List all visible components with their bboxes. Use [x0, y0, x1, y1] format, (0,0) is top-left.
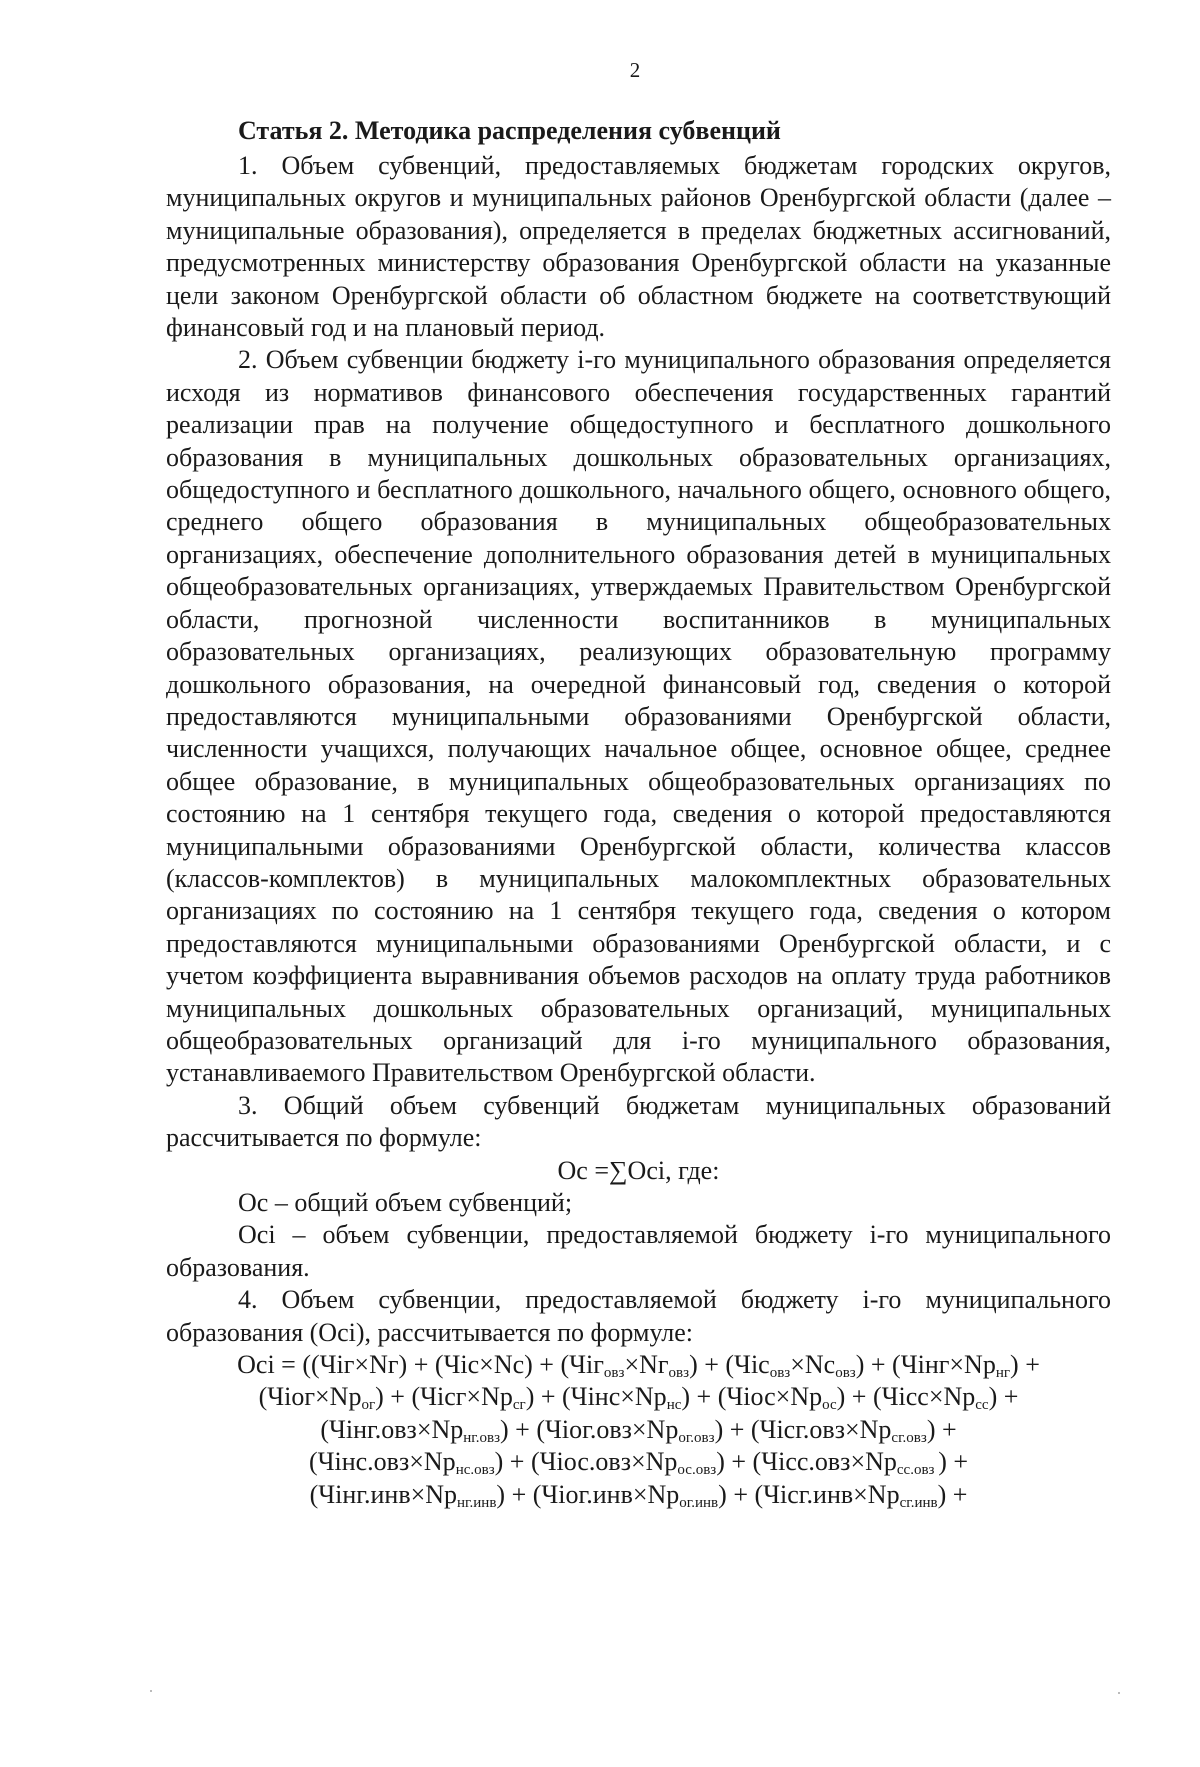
page-number: 2 [629, 58, 641, 82]
formula-line-3: $(Чiнг.овз\times Np_{нг.овз})$ + $(Чiог.овз\times Np_{ог.овз})$ + $(Чiсг.овз\times Np_{сг.овз})$ + [320, 1414, 957, 1446]
formula-line-2: $(Чiог\times Np_{ог})$ + $(Чiсг\times Np_{сг})$ + $(Чiнс\times Np_{нс})$ + $(Чiос\times Np_{ос})$ + $(Чiсс\times Np_{сс})$ + [258, 1382, 1019, 1414]
formula-line-5: $(Чiнг.инв\times Np_{нг.инв})$ + $(Чiог.инв\times Np_{ог.инв})$ + $(Чiсг.инв\times Np_{сг.инв})$ + [309, 1479, 968, 1511]
paragraph-1: 1. Объем субвенций, предоставляемых бюджетам городских округов, муниципальных округов и муниципальных районов Оренбургской области (далее – муниципальные образования), определяется в пределах бюджетных ассигнований, предусмотренных министерству образования Оренбургской области на указанные цели законом Оренбургской области об областном бюджете на соответствующий финансовый год и на плановый период. [166, 151, 1111, 343]
formula-line-4: $(Чiнс.овз\times Np_{нс.овз})$ + $(Чiос.овз\times Np_{ос.овз})$ + ($Чiсс.овз\times Np_{сс.овз}$ ) + [308, 1447, 969, 1479]
article-title: Статья 2. Методика распределения субвенций [238, 116, 781, 145]
formula-oci [166, 1349, 1111, 1511]
formula-line-1: Oci = ($(Чiг\times Nг) + (Чiс\times Nс) + (Чiг_{овз}\times Nг_{овз}) + (Чiс_{овз}\times Nс_{овз})$ + $(Чiнг\times Np_{нг})$ + [237, 1350, 1040, 1382]
document-body [166, 112, 1111, 1511]
formula-total: Oc =∑Oci, где: [557, 1155, 720, 1185]
definition-oci: Oci – объем субвенции, предоставляемой бюджету i-го муниципального образования. [166, 1220, 1111, 1282]
scan-speck [150, 1690, 152, 1692]
scan-speck [1118, 1692, 1120, 1694]
definition-oc: Oc – общий объем субвенций; [238, 1188, 573, 1217]
paragraph-4: 4. Объем субвенции, предоставляемой бюджету i-го муниципального образования (Oci), рассчитывается по формуле: [166, 1285, 1111, 1347]
paragraph-3: 3. Общий объем субвенций бюджетам муниципальных образований рассчитывается по формуле: [166, 1090, 1111, 1153]
paragraph-2: 2. Объем субвенции бюджету i-го муниципального образования определяется исходя из нормативов финансового обеспечения государственных гарантий реализации прав на получение общедоступного и бесплатного дошкольного образования в муниципальных дошкольных образовательных организациях, общедоступного и бесплатного дошкольного, начального общего, основного общего, среднего общего образования в муниципальных общеобразовательных организациях, обеспечение дополнительного образования детей в муниципальных общеобразовательных организациях, утверждаемых Правительством Оренбургской области, прогнозной численности воспитанников в муниципальных образовательных организациях, реализующих образовательную программу дошкольного образования, на очередной финансовый год, сведения о которой предоставляются муниципальными образованиями Оренбургской области, численности учащихся, получающих начальное общее, основное общее, среднее общее образование, в муниципальных общеобразовательных организациях по состоянию на 1 сентября текущего года, сведения о которой предоставляются муниципальными образованиями Оренбургской области, количества классов (классов-комплектов) в муниципальных малокомплектных образовательных организациях по состоянию на 1 сентября текущего года, сведения о котором предоставляются муниципальными образованиями Оренбургской области, и с учетом коэффициента выравнивания объемов расходов на оплату труда работников муниципальных дошкольных образовательных организаций, муниципальных общеобразовательных организаций для i-го муниципального образования, устанавливаемого Правительством Оренбургской области. [166, 345, 1111, 1088]
